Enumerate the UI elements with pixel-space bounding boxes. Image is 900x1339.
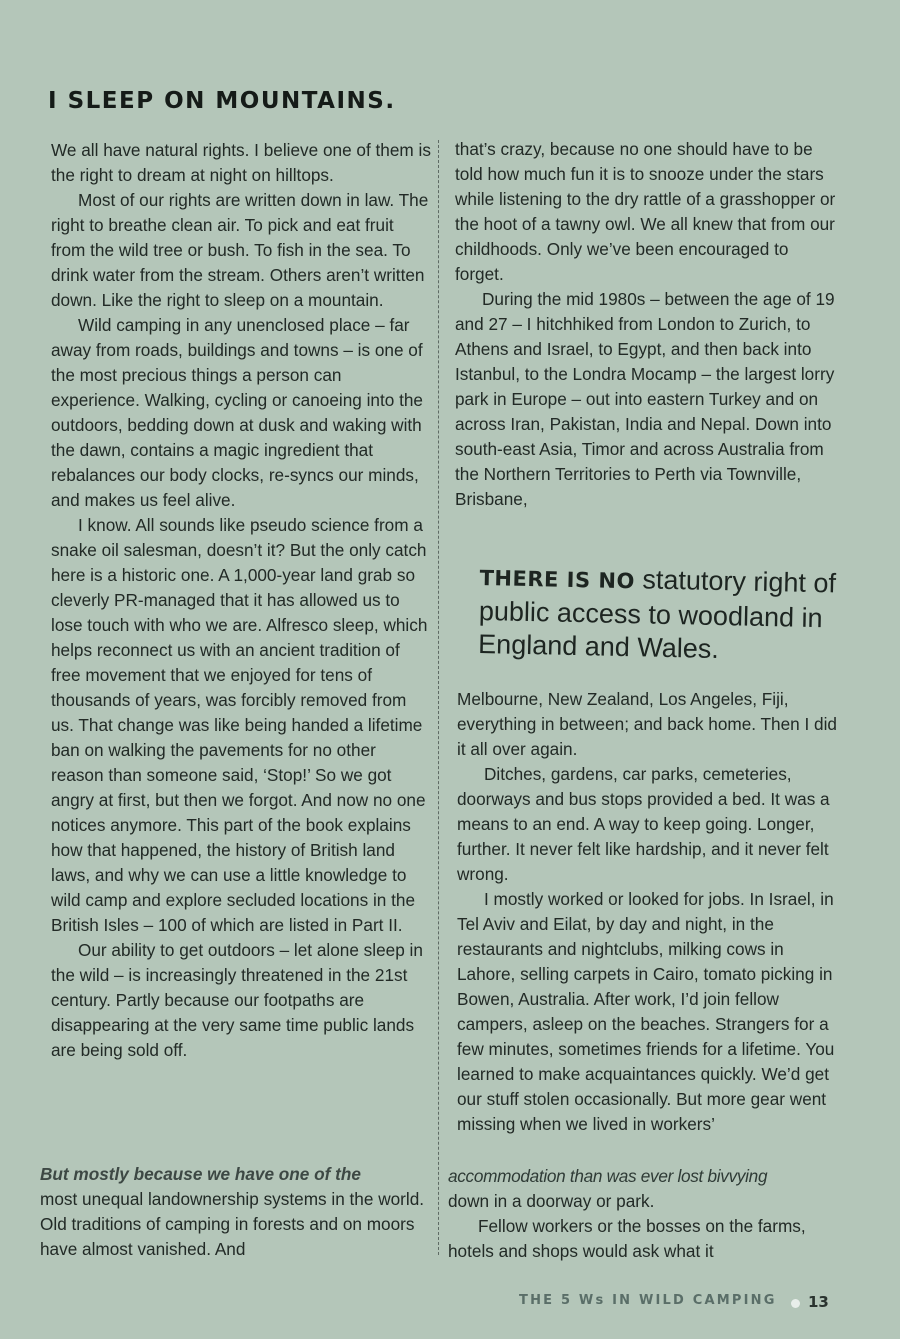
tail-text: down in a doorway or park. — [448, 1191, 655, 1211]
pull-quote-lead: THERE IS NO — [479, 565, 636, 594]
paragraph-tail — [448, 1164, 848, 1214]
paragraph: Melbourne, New Zealand, Los Angeles, Fiji, everything in between; and back home. Then I did it all over again. — [457, 689, 837, 759]
left-column-tail — [40, 1162, 430, 1262]
bullet-dot-icon — [791, 1299, 800, 1308]
pull-quote — [478, 560, 840, 669]
paragraph: Ditches, gardens, car parks, cemeteries, doorways and bus stops provided a bed. It was a means to an end. A way to keep going. Longer, further. It never felt like hardship, and it never felt wrong. — [457, 764, 830, 884]
paragraph: We all have natural rights. I believe one of them is the right to dream at night on hilltops. — [51, 140, 431, 185]
paragraph: I mostly worked or looked for jobs. In Israel, in Tel Aviv and Eilat, by day and night, in the restaurants and nightclubs, milking cows in Lahore, selling carpets in Cairo, tomato picking in Bowen, Australia. After work, I’d join fellow campers, asleep on the beaches. Strangers for a few minutes, sometimes friends for a lifetime. You learned to make acquaintances quickly. We’d get our stuff stolen occasionally. But more gear went missing when we lived in workers’ — [457, 889, 835, 1134]
page-number: 13 — [808, 1293, 829, 1311]
paragraph: I know. All sounds like pseudo science from a snake oil salesman, doesn’t it? But the only catch here is a historic one. A 1,000-year land grab so cleverly PR-managed that it has allowed us to lose touch with who we are. Alfresco sleep, which helps reconnect us with an ancient tradition of free movement that we enjoyed for tens of thousands of years, was forcibly removed from us. That change was like being handed a lifetime ban on walking the pavements for no other reason than someone said, ‘Stop!’ So we got angry at first, but then we forgot. And now no one notices anymore. This part of the book explains how that happened, the history of British land laws, and why we can use a little knowledge to wild camp and explore secluded locations in the British Isles – 100 of which are listed in Part II. — [51, 515, 428, 935]
left-column — [51, 138, 431, 1063]
paragraph: Our ability to get outdoors – let alone sleep in the wild – is increasingly threatened in the 21st century. Partly because our footpaths are disappearing at the very same time public lands are being sold off. — [51, 940, 423, 1060]
right-column-bottom — [457, 687, 842, 1137]
paragraph: that’s crazy, because no one should have to be told how much fun it is to snooze under the stars while listening to the dry rattle of a grasshopper or the hoot of a tawny owl. We all knew that from our childhoods. Only we’ve been encouraged to forget. — [455, 139, 836, 284]
paragraph: During the mid 1980s – between the age of 19 and 27 – I hitchhiked from London to Zurich, to Athens and Israel, to Egypt, and then back into Istanbul, to the Londra Mocamp – the largest lorry park in Europe – out into eastern Turkey and on across Iran, Pakistan, India and Nepal. Down into south-east Asia, Timor and across Australia from the Northern Territories to Perth via Townville, Brisbane, — [455, 289, 835, 509]
paragraph: Wild camping in any unenclosed place – far away from roads, buildings and towns – is one of the most precious things a person can experience. Walking, cycling or canoeing into the outdoors, bedding down at dusk and waking with the dawn, contains a magic ingredient that rebalances our body clocks, re-syncs our minds, and makes us feel alive. — [51, 315, 423, 510]
running-head: THE 5 Ws IN WILD CAMPING — [519, 1293, 777, 1308]
paragraph: Fellow workers or the bosses on the farms, hotels and shops would ask what it — [448, 1216, 806, 1261]
paragraph-tail — [40, 1162, 430, 1262]
right-column-tail — [448, 1164, 848, 1264]
italic-lead-text: accommodation than was ever lost bivvying — [448, 1166, 768, 1186]
italic-lead-text: But mostly because we have one of the — [40, 1164, 361, 1184]
tail-text: most unequal landownership systems in the world. Old traditions of camping in forests and on moors have almost vanished. And — [40, 1189, 425, 1259]
paragraph: Most of our rights are written down in law. The right to breathe clean air. To pick and eat fruit from the wild tree or bush. To fish in the sea. To drink water from the stream. Others aren’t written down. Like the right to sleep on a mountain. — [51, 190, 429, 310]
column-divider — [438, 140, 439, 1255]
pull-quote-text: statutory right of public access to woodland in England and Wales. — [477, 564, 837, 665]
right-column-top — [455, 137, 840, 512]
page-heading: I SLEEP ON MOUNTAINS. — [48, 88, 396, 114]
